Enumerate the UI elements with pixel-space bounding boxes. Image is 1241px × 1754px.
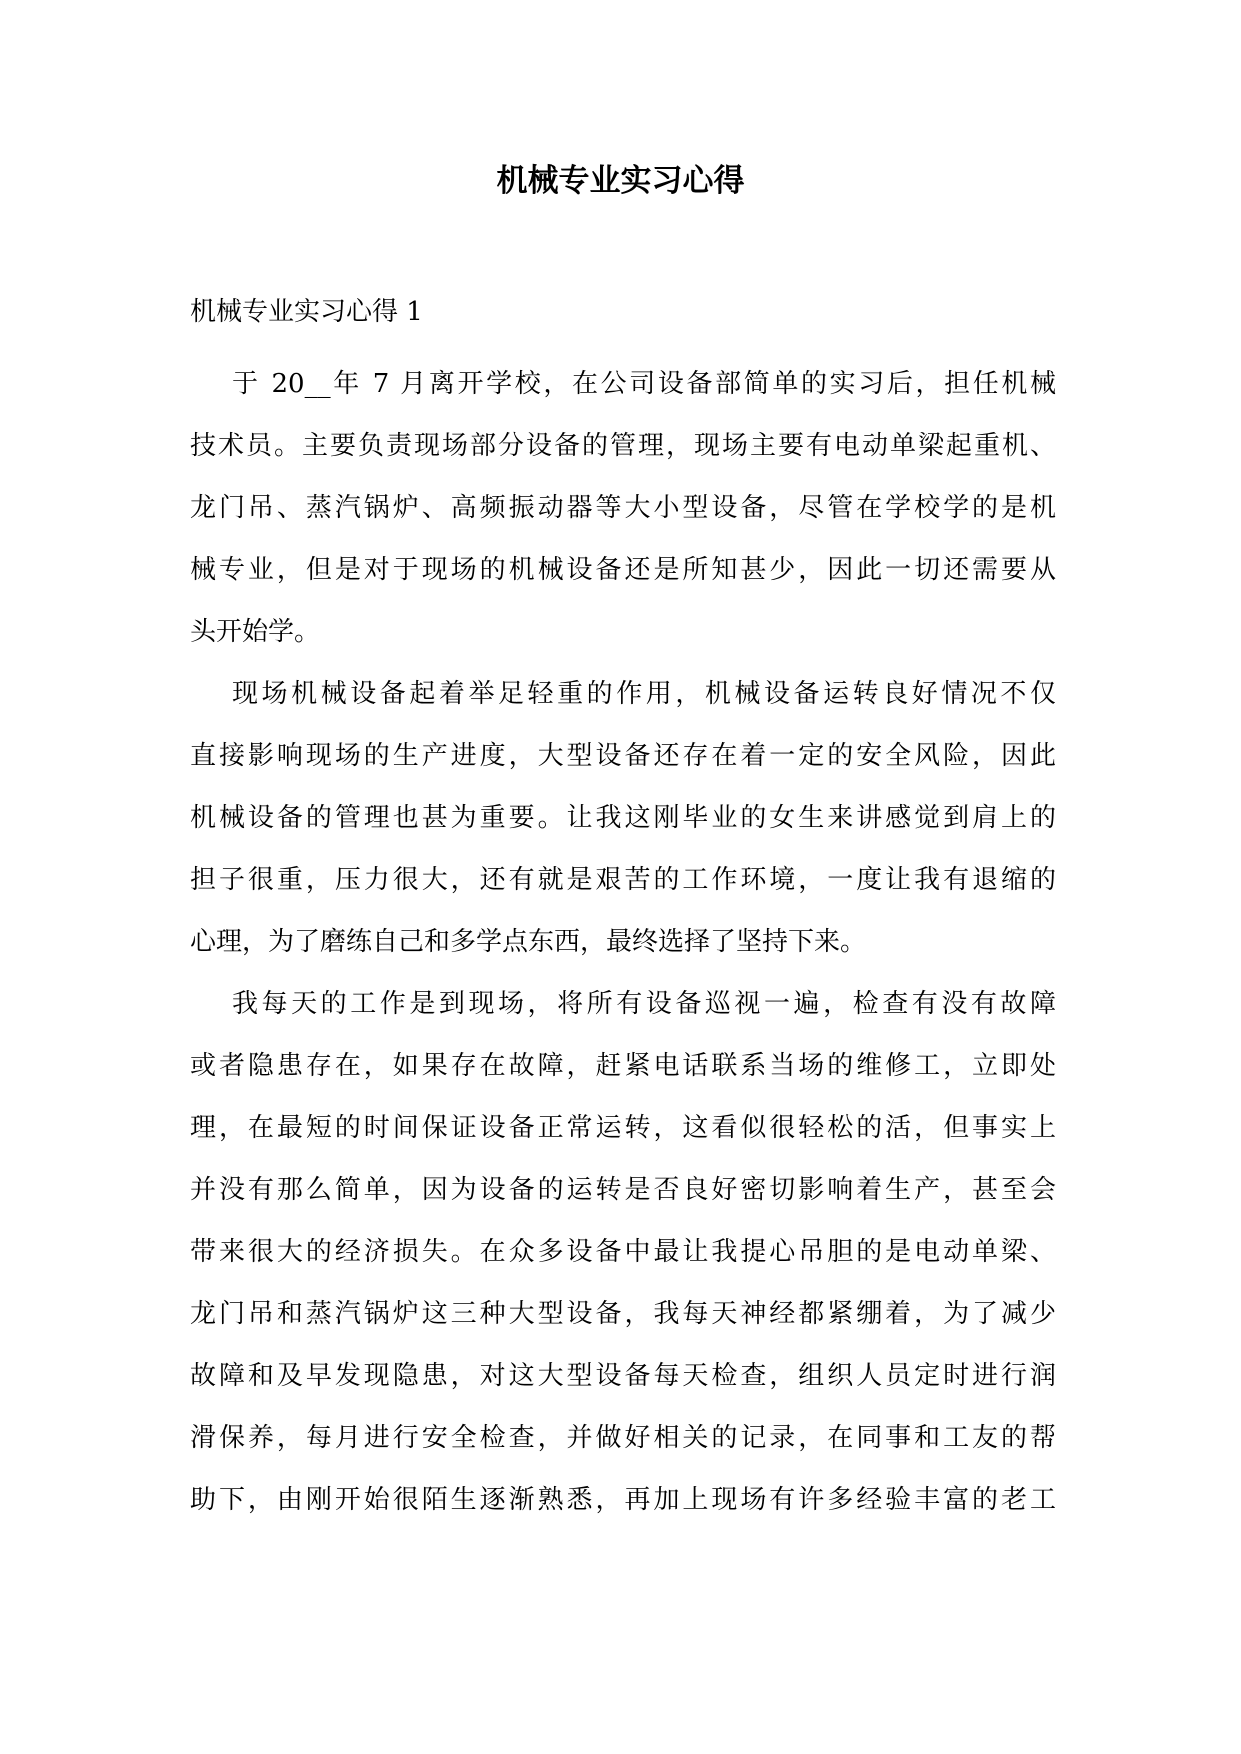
paragraph-line: 助下，由刚开始很陌生逐渐熟悉，再加上现场有许多经验丰富的老工	[190, 1485, 1056, 1515]
paragraph-line: 直接影响现场的生产进度，大型设备还存在着一定的安全风险，因此	[190, 741, 1056, 771]
paragraph-line: 械专业，但是对于现场的机械设备还是所知甚少，因此一切还需要从	[190, 555, 1056, 585]
paragraph-2	[190, 663, 1056, 973]
paragraph-line: 并没有那么简单，因为设备的运转是否良好密切影响着生产，甚至会	[190, 1175, 1056, 1205]
document-title: 机械专业实习心得	[496, 163, 745, 199]
paragraph-line: 龙门吊、蒸汽锅炉、高频振动器等大小型设备，尽管在学校学的是机	[190, 493, 1056, 523]
paragraph-line: 带来很大的经济损失。在众多设备中最让我提心吊胆的是电动单梁、	[190, 1237, 1056, 1267]
paragraph-line: 故障和及早发现隐患，对这大型设备每天检查，组织人员定时进行润	[190, 1361, 1056, 1391]
paragraph-line: 机械设备的管理也甚为重要。让我这刚毕业的女生来讲感觉到肩上的	[190, 803, 1056, 833]
paragraph-line: 理，在最短的时间保证设备正常运转，这看似很轻松的活，但事实上	[190, 1113, 1056, 1143]
paragraph-1	[190, 353, 1056, 663]
paragraph-line: 心理，为了磨练自己和多学点东西，最终选择了坚持下来。	[190, 927, 867, 957]
paragraph-line: 头开始学。	[190, 617, 321, 647]
document-body	[190, 353, 1056, 1531]
paragraph-line: 于 20__年 7 月离开学校，在公司设备部简单的实习后，担任机械	[232, 369, 1056, 399]
paragraph-line: 滑保养，每月进行安全检查，并做好相关的记录，在同事和工友的帮	[190, 1423, 1056, 1453]
paragraph-3	[190, 973, 1056, 1531]
section-heading: 机械专业实习心得 1	[190, 297, 423, 327]
paragraph-line: 技术员。主要负责现场部分设备的管理，现场主要有电动单梁起重机、	[190, 431, 1056, 461]
paragraph-line: 或者隐患存在，如果存在故障，赶紧电话联系当场的维修工，立即处	[190, 1051, 1056, 1081]
paragraph-line: 现场机械设备起着举足轻重的作用，机械设备运转良好情况不仅	[232, 679, 1056, 709]
paragraph-line: 担子很重，压力很大，还有就是艰苦的工作环境，一度让我有退缩的	[190, 865, 1056, 895]
paragraph-line: 龙门吊和蒸汽锅炉这三种大型设备，我每天神经都紧绷着，为了减少	[190, 1299, 1056, 1329]
paragraph-line: 我每天的工作是到现场，将所有设备巡视一遍，检查有没有故障	[232, 989, 1056, 1019]
